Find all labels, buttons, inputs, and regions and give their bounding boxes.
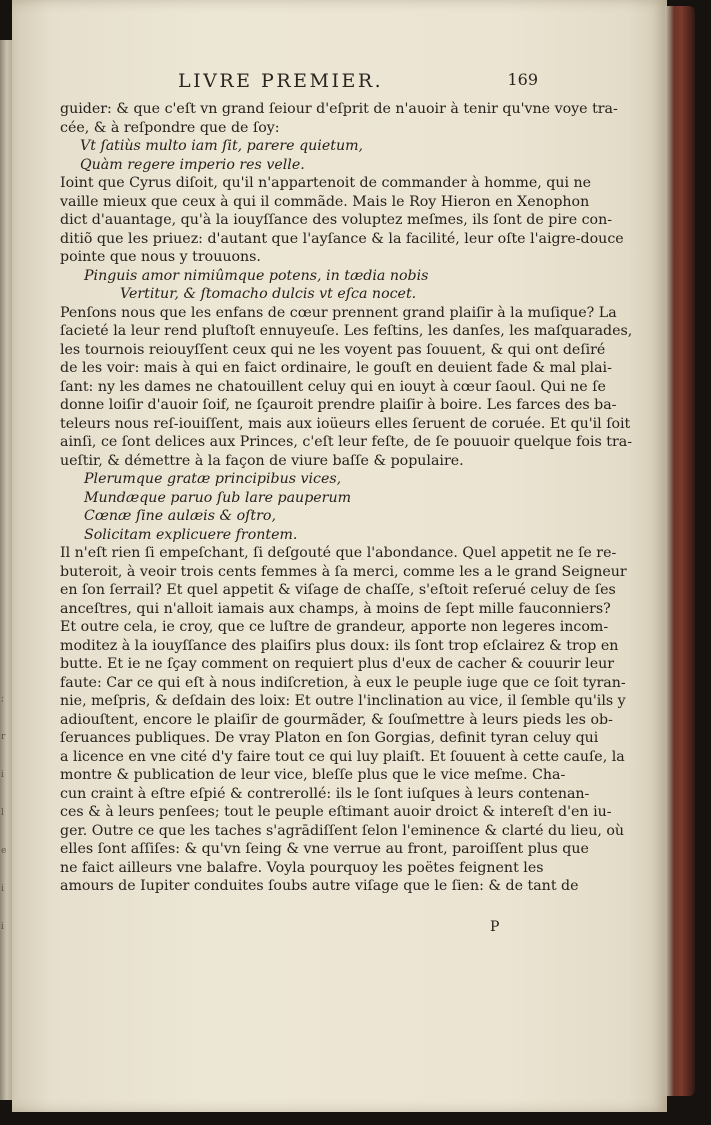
text-line: en ſon ſerrail? Et quel appetit & viſage de chaſſe, s'eſtoit reſerué celuy de ſes: [60, 582, 616, 598]
body-text: [60, 100, 633, 896]
text-line: ſant: ny les dames ne chatouillent celuy qui en iouyt à cœur ſaoul. Qui ne ſe: [60, 378, 606, 395]
margin-mark: i: [1, 922, 4, 932]
page-edge-binding: [665, 6, 695, 1096]
margin-mark: e: [1, 846, 7, 856]
text-line: guider: & que c'eſt vn grand ſeiour d'eſprit de n'auoir à tenir qu'vne voye tra-: [60, 101, 618, 117]
verse-line: Quàm regere imperio res velle.: [80, 156, 305, 173]
page-number: 169: [507, 70, 538, 89]
text-line: moditez à la iouyſſance des plaiſirs plus doux: ils ſont trop eſclairez & trop en: [60, 637, 619, 654]
text-line: ainſi, ce ſont delices aux Princes, c'eſt leur feſte, de ſe pouuoir quelque fois tra-: [60, 434, 633, 450]
text-line: les tournois reiouyſſent ceux qui ne les voyent pas ſouuent, & qui ont deſiré: [60, 341, 606, 358]
text-line: de les voir: mais à qui en faict ordinaire, le gouſt en deuient fade & mal plai-: [60, 360, 612, 376]
text-line: dict d'auantage, qu'à la iouyſſance des voluptez meſmes, ils ſont de pire con-: [60, 212, 613, 228]
text-line: ſeruances publiques. De vray Platon en ſon Gorgias, definit tyran celuy qui: [60, 730, 599, 746]
text-line: montre & publication de leur vice, bleſſe plus que le vice meſme. Cha-: [60, 767, 566, 783]
text-line: vaille mieux que ceux à qui il commãde. Mais le Roy Hieron en Xenophon: [60, 193, 590, 210]
text-line: ſacieté la leur rend pluſtoſt ennuyeuſe. Les feſtins, les danſes, les maſquarades,: [60, 323, 633, 339]
verse-line: Cœnæ ſine aulæis & oſtro,: [84, 508, 276, 524]
margin-mark: i: [1, 884, 4, 894]
text-line: anceſtres, qui n'alloit iamais aux champs, à moins de ſept mille fauconniers?: [60, 600, 611, 617]
text-line: Il n'eſt rien ſi empeſchant, ſi deſgouté que l'abondance. Quel appetit ne ſe re-: [60, 545, 617, 561]
text-line: a licence en vne cité d'y faire tout ce qui luy plaiſt. Et ſouuent à cette cauſe, la: [60, 748, 625, 765]
running-title: LIVRE PREMIER.: [178, 70, 384, 92]
verse-line: Vertitur, & ſtomacho dulcis vt eſca nocet.: [120, 286, 417, 302]
margin-mark: r: [1, 732, 6, 742]
margin-mark: l: [1, 808, 4, 818]
text-line: ger. Outre ce que les taches s'agrādiſſent ſelon l'eminence & clarté du lieu, où: [60, 822, 625, 839]
verse-line: Pinguis amor nimiûmque potens, in tædia nobis: [84, 267, 429, 284]
verse-line: Vt ſatiùs multo iam ſit, parere quietum,: [80, 138, 364, 154]
text-line: buteroit, à veoir trois cents femmes à ſa merci, comme les a le grand Seigneur: [60, 563, 627, 580]
text-line: pointe que nous y trouuons.: [60, 249, 261, 265]
verse-line: Mundæque paruo ſub lare pauperum: [84, 489, 352, 506]
signature-mark: P: [490, 919, 500, 935]
margin-mark: ;: [1, 694, 5, 704]
text-line: butte. Et ie ne ſçay comment on requiert plus d'eux de cacher & couurir leur: [60, 656, 615, 672]
text-line: teleurs nous reſ-iouiſſent, mais aux ioüeurs elles ſeruent de coruée. Et qu'il ſoit: [60, 415, 631, 432]
text-line: ne faict ailleurs vne balafre. Voyla pourquoy les poëtes feignent les: [60, 859, 544, 876]
verse-line: Plerumque gratæ principibus vices,: [84, 471, 342, 487]
text-line: amours de Iupiter conduites ſoubs autre viſage que le ſien: & de tant de: [60, 878, 579, 894]
text-line: ueſtir, & démettre à la façon de viure baſſe & populaire.: [60, 452, 464, 469]
text-line: Et outre cela, ie croy, que ce luſtre de grandeur, apporte non legeres incom-: [60, 619, 609, 635]
text-line: nie, meſpris, & deſdain des loix: Et outre l'inclination au vice, il ſemble qu'ils y: [60, 693, 626, 709]
text-line: ces & à leurs penſees; tout le peuple eſtimant auoir droict & intereſt d'en iu-: [60, 804, 612, 820]
facing-page-sliver: [0, 40, 12, 1100]
text-line: faute: Car ce qui eſt à nous indiſcretion, à eux le peuple iuge que ce ſoit tyran-: [60, 674, 626, 691]
text-line: adiouſtent, encore le plaiſir de gourmãder, & ſouſmettre à leurs pieds les ob-: [60, 711, 613, 728]
running-head: [178, 70, 538, 94]
text-line: Ioint que Cyrus diſoit, qu'il n'appartenoit de commander à homme, qui ne: [60, 175, 592, 191]
text-line: ditiõ que les priuez: d'autant que l'ayſance & la facilité, leur oſte l'aigre-douce: [60, 230, 624, 247]
text-line: elles ſont aſſiſes: & qu'vn ſeing & vne verrue au front, paroiſſent plus que: [60, 841, 589, 857]
text-line: cée, & à reſpondre que de ſoy:: [60, 119, 280, 136]
facing-page-marks: [1, 680, 10, 946]
verse-line: Solicitam explicuere frontem.: [84, 526, 298, 543]
text-line: cun craint à eſtre eſpié & contrerollé: ils le ſont iuſques à leurs contenan-: [60, 785, 590, 802]
text-line: Penſons nous que les enfans de cœur prennent grand plaiſir à la muſique? La: [60, 304, 617, 321]
text-line: donne loiſir d'auoir ſoif, ne ſçauroit prendre plaiſir à boire. Les farces des ba-: [60, 397, 617, 413]
margin-mark: i: [1, 770, 4, 780]
